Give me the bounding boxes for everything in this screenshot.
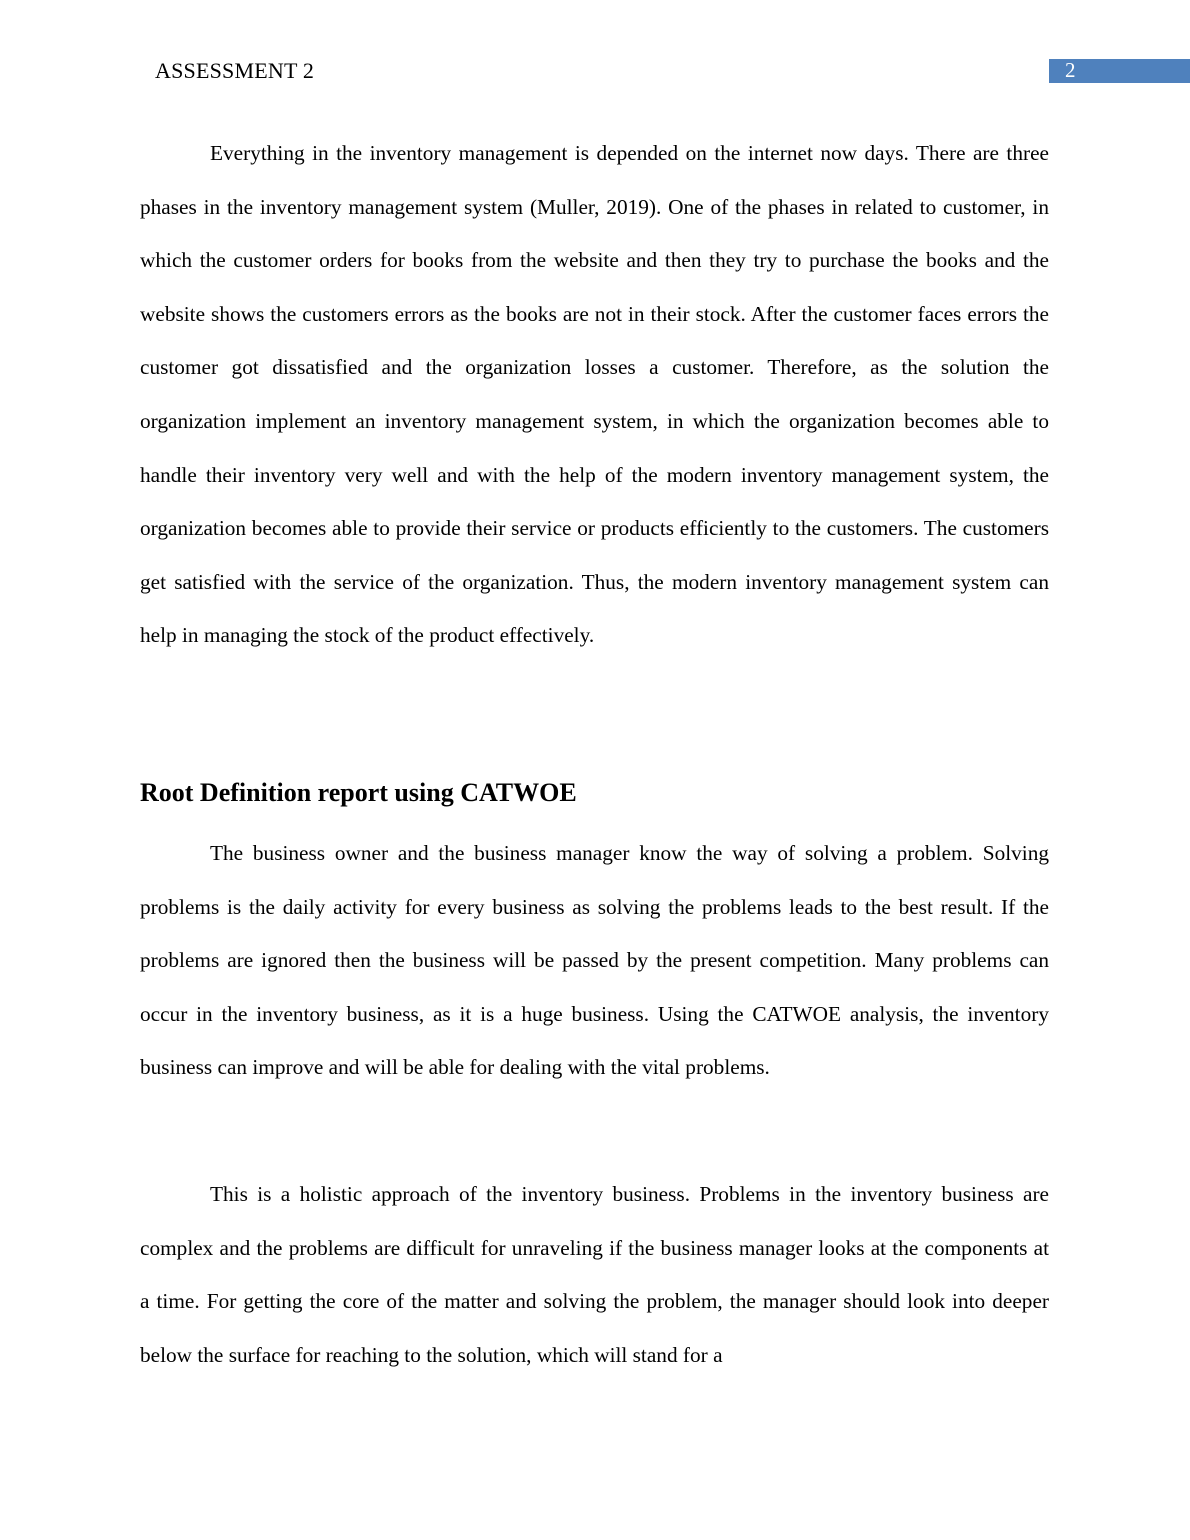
section-heading-catwoe: Root Definition report using CATWOE <box>140 778 577 807</box>
body-paragraph-intro: Everything in the inventory management is depended on the internet now days. There are three phases in the inventory management system (Muller, 2019). One of the phases in related to customer, in which the customer orders for books from the website and then they try to purchase the books and the website shows the customers errors as the books are not in their stock. After the customer faces errors the customer got dissatisfied and the organization losses a customer. Therefore, as the solution the organization implement an inventory management system, in which the organization becomes able to handle their inventory very well and with the help of the modern inventory management system, the organization becomes able to provide their service or products efficiently to the customers. The customers get satisfied with the service of the organization. Thus, the modern inventory management system can help in managing the stock of the product effectively. <box>140 141 1049 648</box>
body-paragraph-problem-solving: The business owner and the business manager know the way of solving a problem. Solving problems is the daily activity for every business as solving the problems leads to the best result. If the problems are ignored then the business will be passed by the present competition. Many problems can occur in the inventory business, as it is a huge business. Using the CATWOE analysis, the inventory business can improve and will be able for dealing with the vital problems. <box>140 841 1049 1080</box>
page-number-badge <box>1049 59 1190 83</box>
running-header-title: ASSESSMENT 2 <box>155 58 315 83</box>
page-number: 2 <box>1065 58 1076 82</box>
body-paragraph-holistic-approach: This is a holistic approach of the inventory business. Problems in the inventory business are complex and the problems are difficult for unraveling if the business manager looks at the components at a time. For getting the core of the matter and solving the problem, the manager should look into deeper below the surface for reaching to the solution, which will stand for a <box>140 1182 1049 1367</box>
